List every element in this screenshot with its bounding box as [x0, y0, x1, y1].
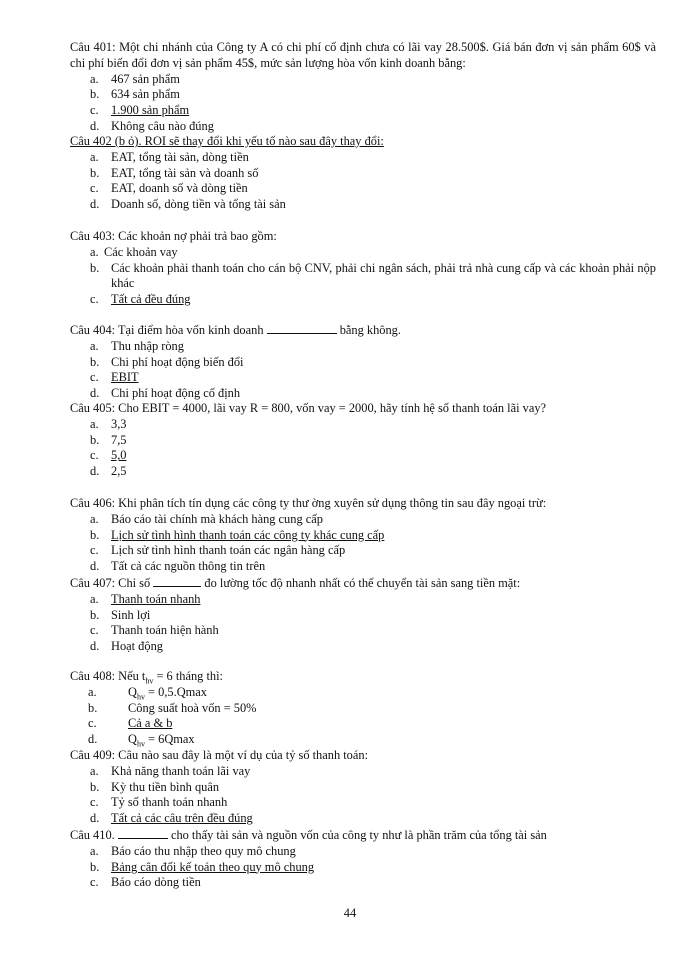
- fill-in-blank: [118, 827, 168, 839]
- question-stem: Câu 405: Cho EBIT = 4000, lãi vay R = 800, vốn vay = 2000, hãy tính hệ số thanh toán lãi vay?: [70, 401, 547, 415]
- option-c: c. Thanh toán hiện hành: [90, 623, 219, 638]
- option-a-answer: a. Thanh toán nhanh: [90, 591, 201, 606]
- option-d: d. Chi phí hoạt động cố định: [90, 386, 241, 401]
- option-d: d. Doanh số, dòng tiền và tổng tài sản: [90, 197, 286, 212]
- option-d: d. Hoạt động: [90, 639, 163, 654]
- question-410: [70, 827, 656, 891]
- question-407: [70, 575, 656, 655]
- question-stem: Câu 403: Các khoản nợ phải trả bao gồm:: [70, 229, 277, 243]
- option-a: a. Các khoản vay: [90, 244, 178, 259]
- option-d: d. Không câu nào đúng: [90, 118, 214, 133]
- option-c: c. Báo cáo dòng tiền: [90, 875, 201, 890]
- option-b-answer: b. Bảng cân đối kế toán theo quy mô chung: [90, 859, 315, 874]
- option-b: b. 7,5: [90, 432, 127, 447]
- question-404: [70, 322, 656, 402]
- option-a: a. 3,3: [90, 416, 127, 431]
- option-d: d. $Q_{hv} = 6Qmax$: [88, 732, 195, 749]
- question-stem: Câu 406: Khi phân tích tín dụng các công ty thư ờng xuyên sử dụng thông tin sau đây ngoại trừ:: [70, 496, 547, 510]
- option-c-answer: c. Cả a & b: [88, 716, 173, 731]
- question-405: [70, 401, 656, 480]
- option-a: a. Khả năng thanh toán lãi vay: [90, 763, 251, 778]
- question-stem: Câu 402 (b ỏ). ROI sẽ thay đổi khi yếu tố nào sau đây thay đổi:: [70, 134, 384, 148]
- option-b: b. EAT, tổng tài sản và doanh số: [90, 165, 259, 180]
- option-a: a. 467 sản phẩm: [90, 71, 180, 86]
- option-d: d. 2,5: [90, 464, 127, 479]
- option-c: c. Tỷ số thanh toán nhanh: [90, 795, 228, 810]
- question-401: [70, 40, 656, 135]
- option-d-answer: d. Tất cả các câu trên đều đúng: [90, 811, 253, 826]
- option-c: c. Lịch sử tình hình thanh toán các ngân hàng cấp: [90, 543, 346, 558]
- question-402: [70, 134, 656, 213]
- question-403: [70, 229, 656, 308]
- option-d: d. Tất cả các nguồn thông tin trên: [90, 559, 266, 574]
- option-c-answer: c. 1.900 sản phẩm: [90, 103, 190, 118]
- question-408: [70, 669, 656, 748]
- question-stem: Câu 404: Tại điểm hòa vốn kinh doanh bằng không.: [70, 323, 401, 337]
- question-stem: Câu 408: Nếu $t_{hv} = 6$ tháng thì:: [70, 669, 223, 686]
- option-c-answer: c. 5,0: [90, 448, 127, 463]
- option-a: a. $Q_{hv} = 0,5.Qmax$: [88, 684, 208, 702]
- option-b: b. Các khoản phải thanh toán cho cán bộ CNV, phải chi ngân sách, phải trả nhà cung cấp và các khoản phải nộp khác: [90, 260, 656, 291]
- question-stem: Câu 407: Chỉ số đo lường tốc độ nhanh nhất có thể chuyển tài sản sang tiền mặt:: [70, 576, 521, 590]
- fill-in-blank: [153, 575, 201, 587]
- option-c-answer: c. Tất cả đều đúng: [90, 292, 191, 307]
- page-number: 44: [343, 906, 357, 920]
- option-a: a. Báo cáo thu nhập theo quy mô chung: [90, 843, 296, 858]
- option-b: b. Công suất hoà vốn = 50%: [88, 700, 257, 715]
- question-409: [70, 748, 656, 827]
- option-a: a. EAT, tổng tài sản, dòng tiền: [90, 149, 249, 164]
- question-stem: Câu 410. cho thấy tài sản và nguồn vốn của công ty như là phần trăm của tổng tài sản: [70, 828, 547, 842]
- fill-in-blank: [267, 322, 337, 334]
- option-b: b. 634 sản phẩm: [90, 87, 180, 102]
- option-b-answer: b. Lịch sử tình hình thanh toán các công ty khác cung cấp: [90, 527, 385, 542]
- option-a: a. Báo cáo tài chính mà khách hàng cung cấp: [90, 511, 323, 526]
- option-b: b. Sinh lợi: [90, 607, 151, 622]
- option-c-answer: c. EBIT: [90, 370, 139, 385]
- question-stem: Câu 409: Câu nào sau đây là một ví dụ của tỷ số thanh toán:: [70, 748, 369, 762]
- option-b: b. Kỳ thu tiền bình quân: [90, 779, 220, 794]
- question-406: [70, 496, 656, 575]
- option-c: c. EAT, doanh số và dòng tiền: [90, 181, 248, 196]
- question-stem: Câu 401: Một chi nhánh của Công ty A có chi phí cố định chưa có lãi vay 28.500$. Giá bán đơn vị sản phẩm 60$ và chi phí biến đổi đơn vị sản phẩm 45$, mức sản lượng hòa vốn kinh doanh bằng:: [70, 40, 656, 70]
- option-b: b. Chi phí hoạt động biến đổi: [90, 354, 244, 369]
- option-a: a. Thu nhập ròng: [90, 338, 184, 353]
